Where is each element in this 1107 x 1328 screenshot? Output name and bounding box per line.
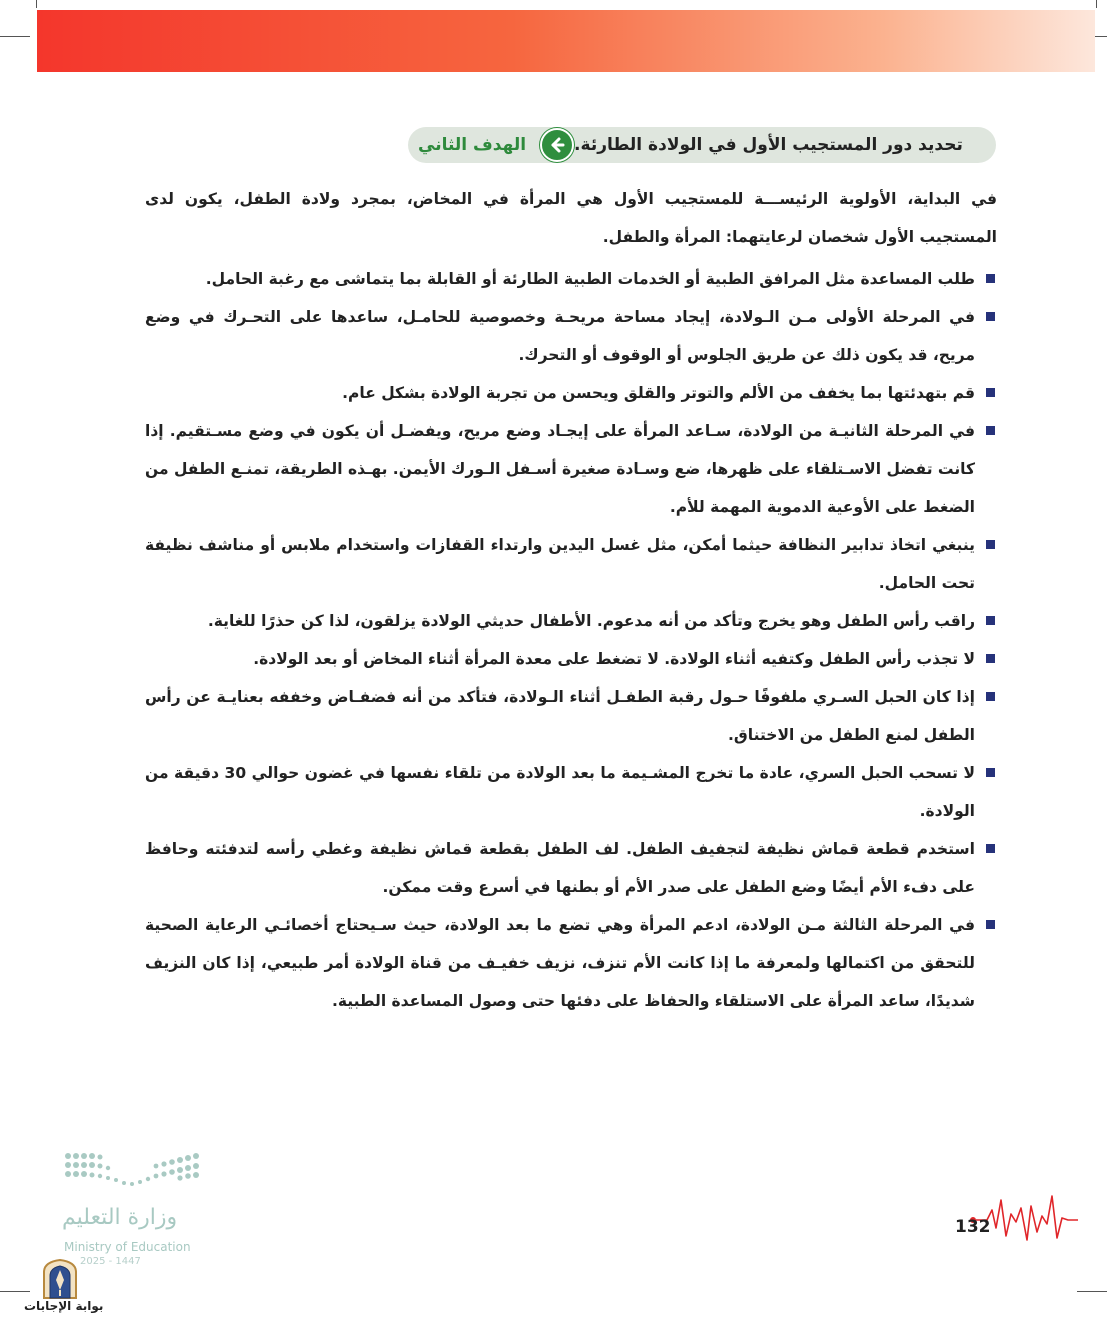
bullet-list <box>145 260 997 1020</box>
list-item: لا تسحب الحبل السري، عادة ما تخرج المشـيمة ما بعد الولادة من تلقاء نفسها في غضون حوالي 30 دقيقة من الولادة. <box>145 754 997 830</box>
list-item: استخدم قطعة قماش نظيفة لتجفيف الطفل. لف الطفل بقطعة قماش نظيفة وغطي رأسه لتدفئته وحافظ على دفء الأم أيضًا وضع الطفل على صدر الأم أو بطنها في أسرع وقت ممكن. <box>145 830 997 906</box>
bullet-square-icon <box>986 920 995 929</box>
goal-bar <box>408 127 996 163</box>
bullet-square-icon <box>986 654 995 663</box>
ministry-name-en: Ministry of Education <box>64 1240 191 1254</box>
list-item: راقب رأس الطفل وهو يخرج وتأكد من أنه مدعوم. الأطفال حديثي الولادة يزلقون، لذا كن حذرًا للغاية. <box>145 602 997 640</box>
ministry-years: 2025 - 1447 <box>80 1256 141 1267</box>
bullet-square-icon <box>986 312 995 321</box>
goal-title: تحديد دور المستجيب الأول في الولادة الطارئة. <box>574 135 963 155</box>
crop-mark <box>1077 1291 1107 1292</box>
list-item: في المرحلة الأولى مـن الـولادة، إيجاد مساحة مريحـة وخصوصية للحامـل، ساعدها على التحـرك في وضع مريح، قد يكون ذلك عن طريق الجلوس أو الوقوف أو التحرك. <box>145 298 997 374</box>
portal-logo-icon <box>38 1256 82 1300</box>
bullet-square-icon <box>986 844 995 853</box>
crop-mark <box>1096 0 1097 8</box>
list-item: ينبغي اتخاذ تدابير النظافة حيثما أمكن، مثل غسل اليدين وارتداء القفازات واستخدام ملابس أو مناشف نظيفة تحت الحامل. <box>145 526 997 602</box>
bullet-square-icon <box>986 616 995 625</box>
ministry-logo-icon <box>58 1148 208 1198</box>
bullet-square-icon <box>986 274 995 283</box>
intro-paragraph: في البداية، الأولوية الرئيســـة للمستجيب الأول هي المرأة في المخاض، بمجرد ولادة الطفل، يكون لدى المستجيب الأول شخصان لرعايتهما: المرأة والطفل. <box>145 190 997 246</box>
bullet-square-icon <box>986 426 995 435</box>
bullet-square-icon <box>986 768 995 777</box>
goal-label: الهدف الثاني <box>418 135 527 155</box>
bullet-square-icon <box>986 540 995 549</box>
list-item: طلب المساعدة مثل المرافق الطبية أو الخدمات الطبية الطارئة أو القابلة بما يتماشى مع رغبة الحامل. <box>145 260 997 298</box>
top-banner <box>37 10 1095 72</box>
page-number: 132 <box>955 1217 991 1237</box>
list-item: في المرحلة الثانيـة من الولادة، سـاعد المرأة على إيجـاد وضع مريح، ويفضـل أن يكون في وضع مسـتقيم. إذا كانت تفضل الاسـتلقاء على ظهرها، ضع وسـادة صغيرة أسـفل الـورك الأيمن. بهـذه الطريقة، تمنـع الطفل من الضغط على الأوعية الدموية المهمة للأم. <box>145 412 997 526</box>
crop-mark <box>0 1291 30 1292</box>
portal-name: بوابة الإجابات <box>24 1299 104 1313</box>
list-item: إذا كان الحبل السـري ملفوفًا حـول رقبة الطفـل أثناء الـولادة، فتأكد من أنه فضفـاض وخففه بعنايـة عن رأس الطفل لمنع الطفل من الاختناق. <box>145 678 997 754</box>
ministry-name-ar: وزارة التعليم <box>62 1205 178 1230</box>
list-item: في المرحلة الثالثة مـن الولادة، ادعم المرأة وهي تضع ما بعد الولادة، حيث سـيحتاج أخصائـي الرعاية الصحية للتحقق من اكتمالها ولمعرفة ما إذا كانت الأم تنزف، نزيف خفيـف من قناة الولادة أمر طبيعي، إذا كان النزيف شديدًا، ساعد المرأة على الاستلقاء والحفاظ على دفئها حتى وصول المساعدة الطبية. <box>145 906 997 1020</box>
list-item: قم بتهدئتها بما يخفف من الألم والتوتر والقلق ويحسن من تجربة الولادة بشكل عام. <box>145 374 997 412</box>
main-content <box>145 180 997 1020</box>
arrow-left-icon <box>540 128 574 162</box>
bullet-square-icon <box>986 388 995 397</box>
crop-mark <box>0 36 30 37</box>
crop-mark <box>36 0 37 8</box>
bullet-square-icon <box>986 692 995 701</box>
list-item: لا تجذب رأس الطفل وكتفيه أثناء الولادة. لا تضغط على معدة المرأة أثناء المخاض أو بعد الولادة. <box>145 640 997 678</box>
